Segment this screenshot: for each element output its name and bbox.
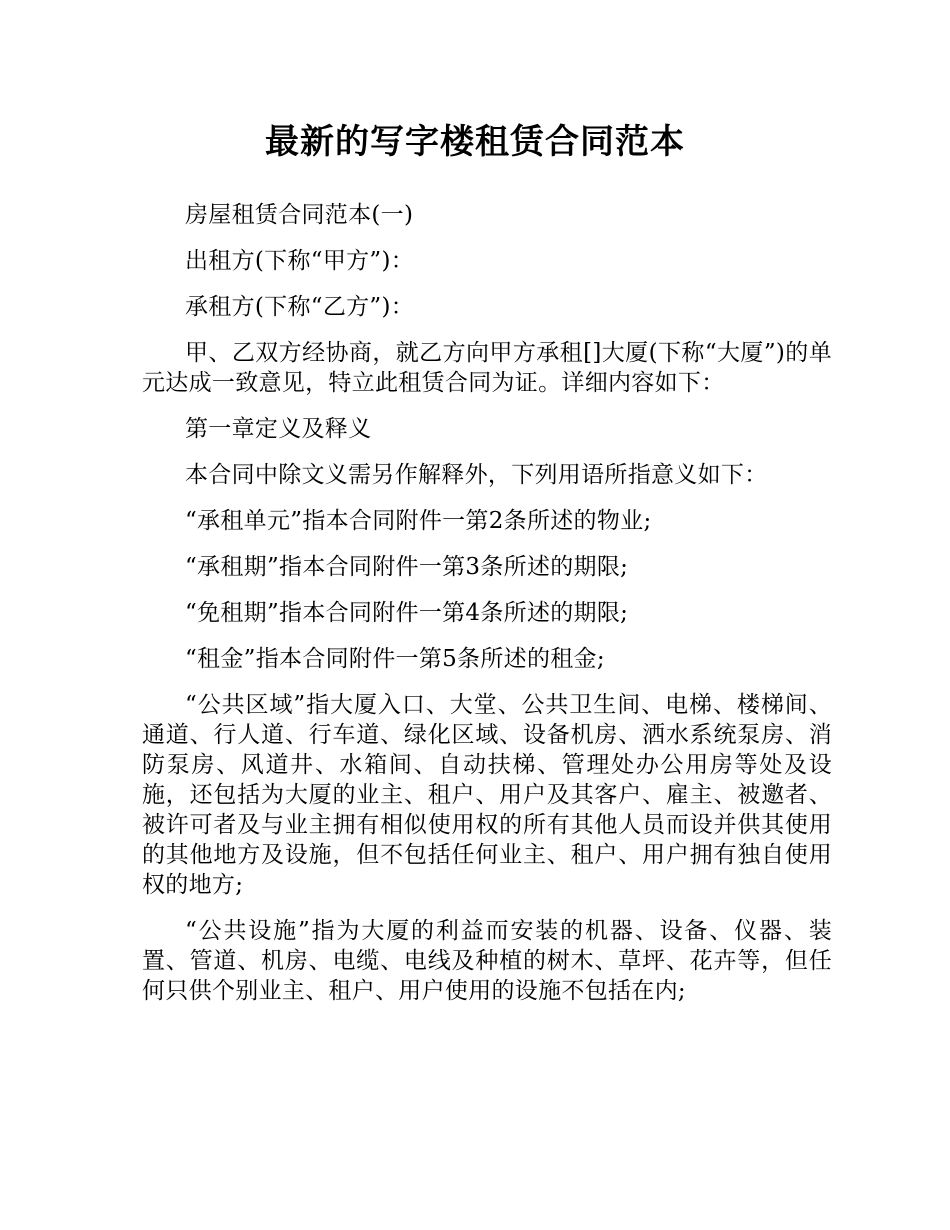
document-title: 最新的写字楼租赁合同范本 — [265, 122, 685, 162]
paragraph-contract-heading: 房屋租赁合同范本(一) — [185, 202, 414, 228]
paragraph-def-lease-term: “承租期”指本合同附件一第3条所述的期限; — [185, 554, 629, 580]
paragraph-def-rent: “租金”指本合同附件一第5条所述的租金; — [185, 646, 605, 672]
paragraph-lessor: 出租方(下称“甲方”)： — [185, 248, 415, 274]
paragraph-chapter-one: 第一章定义及释义 — [185, 416, 372, 442]
paragraph-def-common-facilities: “公共设施”指为大厦的利益而安装的机器、设备、仪器、装置、管道、机房、电缆、电线及种植的树木、草坪、花卉等，但任何只供个别业主、租户、用户使用的设施不包括在内; — [142, 918, 832, 1004]
paragraph-definitions-intro: 本合同中除文义需另作解释外，下列用语所指意义如下： — [185, 462, 768, 488]
paragraph-agreement-intro: 甲、乙双方经协商，就乙方向甲方承租[]大厦(下称“大厦”)的单元达成一致意见，特立此租赁合同为证。详细内容如下： — [142, 340, 832, 396]
paragraph-def-common-areas: “公共区域”指大厦入口、大堂、公共卫生间、电梯、楼梯间、通道、行人道、行车道、绿化区域、设备机房、洒水系统泵房、消防泵房、风道井、水箱间、自动扶梯、管理处办公用房等处及设施，还包括为大厦的业主、租户、用户及其客户、雇主、被邀者、被许可者及与业主拥有相似使用权的所有其他人员而设并供其使用的其他地方及设施，但不包括任何业主、租户、用户拥有独自使用权的地方; — [142, 692, 832, 898]
document-body — [142, 200, 832, 1022]
paragraph-def-rent-free-period: “免租期”指本合同附件一第4条所述的期限; — [185, 600, 629, 626]
paragraph-lessee: 承租方(下称“乙方”)： — [185, 294, 415, 320]
paragraph-def-leased-unit: “承租单元”指本合同附件一第2条所述的物业; — [185, 508, 652, 534]
